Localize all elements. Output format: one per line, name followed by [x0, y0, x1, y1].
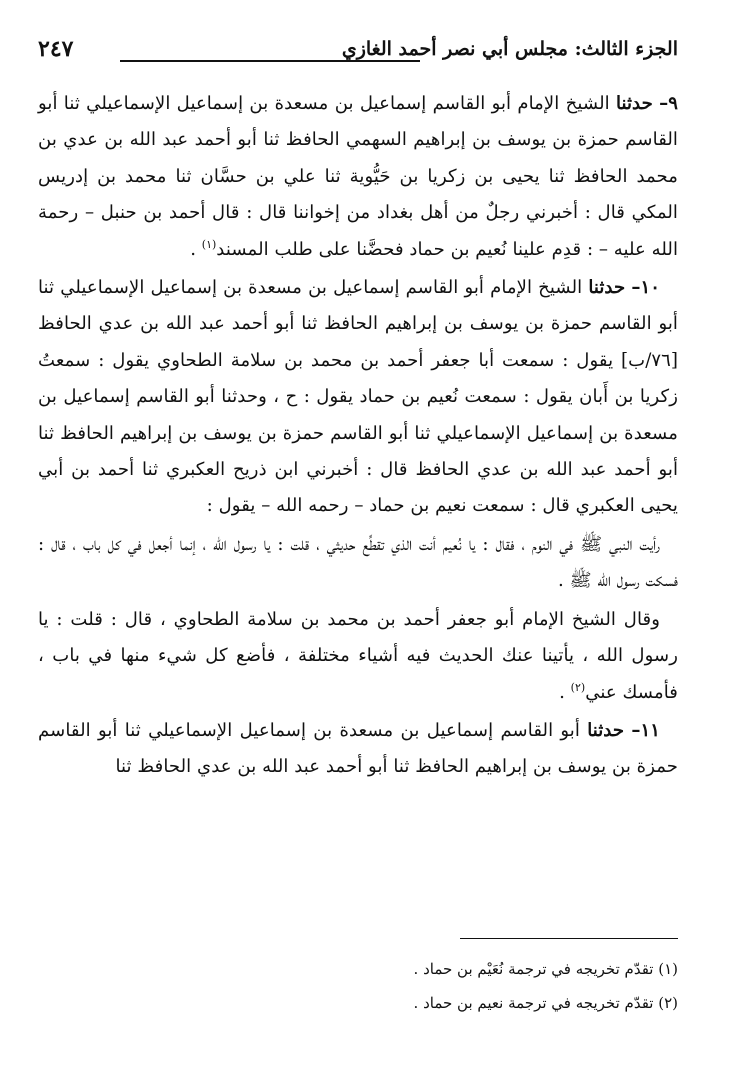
footnotes	[38, 952, 678, 1020]
hadith-paragraph	[38, 270, 678, 525]
hadith-number: ١٠–	[631, 277, 660, 299]
book-page	[38, 30, 678, 1050]
running-title: الجزء الثالث: مجلس أبي نصر أحمد الغازي	[341, 38, 678, 60]
paragraph-text: وقال الشيخ الإمام أبو جعفر أحمد بن محمد بن سلامة الطحاوي ، قال : قلت : يا رسول الله ، يأتينا عنك الحديث فيه أشياء مختلفة ، فأضع كل شيء منها في باب ، فأمسك عني	[38, 608, 678, 703]
hadith-number: ٩–	[659, 93, 678, 114]
narration-paragraph	[38, 602, 678, 711]
hadith-number: ١١–	[631, 719, 660, 741]
footnote-reference[interactable]: (١)	[201, 237, 217, 251]
hadith-lead-word: حدثنا	[615, 93, 653, 114]
hadith-lead-word: حدثنا	[587, 719, 625, 741]
header-rule	[120, 60, 420, 62]
paragraph-text: الشيخ الإمام أبو القاسم إسماعيل بن مسعدة بن إسماعيل الإسماعيلي ثنا أبو القاسم حمزة بن يوسف بن إبراهيم السهمي الحافظ ثنا أبو أحمد عبد الله بن عدي بن محمد الحافظ ثنا يحيى بن زكريا بن حَيُّوية ثنا علي بن حسَّان ثنا محمد بن إدريس المكي قال : أخبرني رجلٌ من أهل بغداد من إخواننا قال : قال أحمد بن حنبل – رحمة الله عليه – : قدِم علينا نُعيم بن حماد فحضَّنا على طلب المسند	[38, 93, 678, 260]
footnote-item: (١) تقدّم تخريجه في ترجمة نُعَيْم بن حماد .	[413, 960, 678, 978]
hadith-paragraph	[38, 86, 678, 268]
page-header	[38, 30, 678, 70]
footnote-separator	[460, 938, 678, 939]
paragraph-text: أبو القاسم إسماعيل بن مسعدة بن إسماعيل الإسماعيلي ثنا أبو القاسم حمزة بن يوسف بن إبراهيم الحافظ ثنا أبو أحمد عبد الله بن عدي الحافظ ثنا	[38, 719, 678, 778]
paragraph-tail: .	[559, 681, 571, 703]
paragraph-text: الشيخ الإمام أبو القاسم إسماعيل بن مسعدة بن إسماعيل الإسماعيلي ثنا أبو القاسم حمزة بن يوسف بن إبراهيم الحافظ ثنا أبو أحمد عبد الله بن عدي الحافظ [٧٦/ب] يقول : سمعت أبا جعفر أحمد بن محمد بن سلامة الطحاوي يقول : سمعتُ زكريا بن أَبان يقول : سمعت نُعيم بن حماد يقول : ح ، وحدثنا أبو القاسم إسماعيل بن مسعدة بن إسماعيل الإسماعيلي ثنا أبو القاسم حمزة بن يوسف بن إبراهيم الحافظ ثنا أبو أحمد عبد الله بن عدي الحافظ قال : أخبرني ابن ذريح العكبري ثنا أحمد بن أبي يحيى العكبري قال : سمعت نعيم بن حماد – رحمه الله – يقول :	[38, 277, 678, 517]
hadith-lead-word: حدثنا	[588, 277, 626, 299]
main-text	[38, 86, 678, 788]
paragraph-text: رأيت النبي ﷺ في النوم ، فقال : يا نُعيم أنت الذي تقطِّع حديثي ، قلت : يا رسول الله ، إنما أجعل في كل باب ، قال : فسكت رسول الله ﷺ .	[38, 533, 678, 592]
footnote-item: (٢) تقدّم تخريجه في ترجمة نعيم بن حماد .	[413, 994, 678, 1012]
narration-paragraph	[38, 527, 678, 600]
paragraph-tail: .	[190, 238, 202, 260]
footnote-reference[interactable]: (٢)	[570, 680, 586, 694]
page-number: ٢٤٧	[38, 36, 74, 62]
hadith-paragraph	[38, 713, 678, 786]
